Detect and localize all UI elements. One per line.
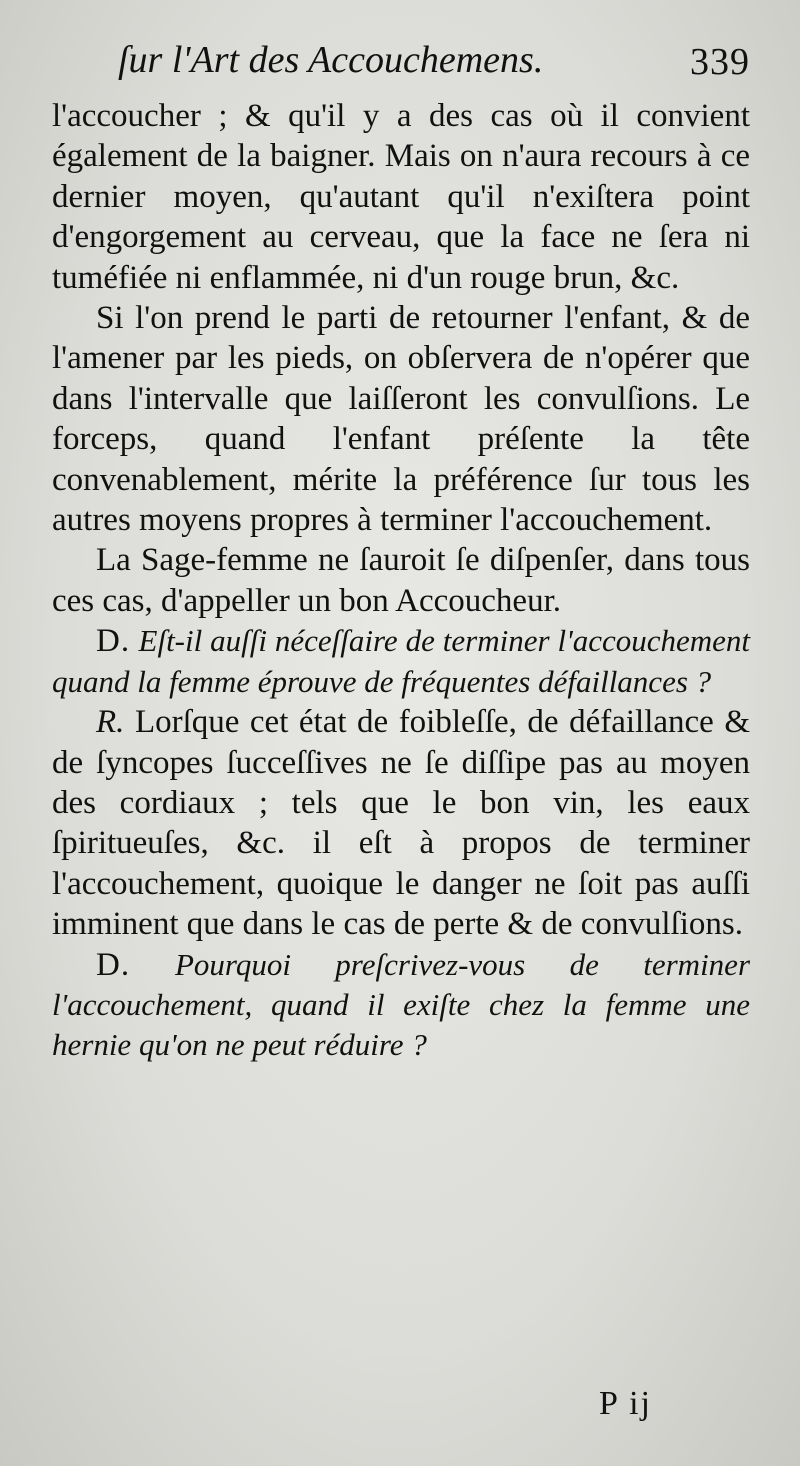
paragraph-text: La Sage-femme ne ſauroit ſe diſpenſer, dans tous ces cas, d'appeller un bon Accoucheur.: [52, 542, 750, 619]
question-hernie: [52, 945, 750, 1066]
page-number: 339: [690, 41, 750, 83]
answer-text: Lorſque cet état de foibleſſe, de défaillance & de ſyncopes ſucceſſives ne ſe diſſipe pas au moyen des cordiaux ; tels que le bon vin, les eaux ſpiritueuſes, &c. il eſt à propos de terminer l'accouchement, quoique le danger ne ſoit pas auſſi imminent que dans le cas de perte & de convulſions.: [52, 704, 750, 943]
paragraph-text: l'accoucher ; & qu'il y a des cas où il convient également de la baigner. Mais on n'aura recours à ce dernier moyen, qu'autant qu'il n'exiſtera point d'engorgement au cerveau, que la face ne ſera ni tuméfiée ni enflammée, ni d'un rouge brun, &c.: [52, 98, 750, 296]
question-text: Eſt-il auſſi néceſſaire de terminer l'accouchement quand la femme éprouve de fréquentes défaillances ?: [52, 623, 750, 699]
question-defaillances: [52, 621, 750, 702]
running-head: [52, 0, 750, 96]
question-label: D.: [96, 623, 131, 660]
paragraph-continuation: [52, 96, 750, 298]
paragraph-text: Si l'on prend le parti de retourner l'enfant, & de l'amener par les pieds, on obſervera de n'opérer que dans l'intervalle que laiſſeront les convulſions. Le forceps, quand l'enfant préſente la tête convenablement, mérite la préférence ſur tous les autres moyens propres à terminer l'accouchement.: [52, 300, 750, 539]
paragraph-retourner: [52, 298, 750, 540]
paragraph-sage-femme: [52, 540, 750, 621]
answer-label: R.: [96, 704, 125, 741]
question-label: D.: [96, 946, 131, 983]
question-text: Pourquoi preſcrivez-vous de terminer l'accouchement, quand il exiſte chez la femme une hernie qu'on ne peut réduire ?: [52, 946, 751, 1063]
signature-mark: P ij: [598, 1385, 652, 1422]
running-head-title: ſur l'Art des Accouchemens.: [118, 39, 544, 81]
answer-defaillances: [52, 702, 750, 944]
